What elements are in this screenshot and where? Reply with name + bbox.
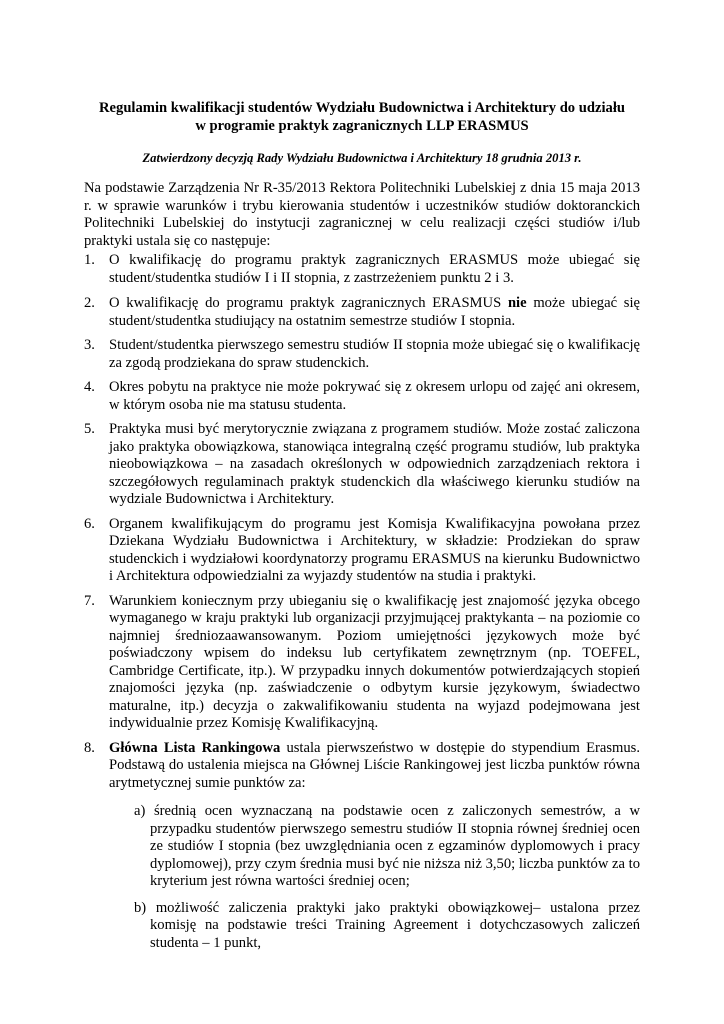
intro-paragraph: Na podstawie Zarządzenia Nr R-35/2013 Rektora Politechniki Lubelskiej z dnia 15 maja 2013 r. w sprawie warunków i trybu kierowania studentów i uczestników studiów doktoranckich Politechniki Lubelskiej do instytucji zagranicznej w celu realizacji części studiów i/lub praktyki ustala się co następuje: [84,180,640,249]
sublist-item [109,900,640,953]
list-item [84,379,640,414]
item-text-post: może ubiegać się student/studentka studiujący na ostatnim semestrze studiów I stopnia. [109,295,640,329]
item-number: 7. [84,592,95,609]
list-item [84,740,640,793]
item-text: Okres pobytu na praktyce nie może pokrywać się z okresem urlopu od zajęć ani okresem, w którym osoba nie ma statusu studenta. [109,379,640,413]
title-line-1: Regulamin kwalifikacji studentów Wydziału Budownictwa i Architektury do udziału [99,100,625,116]
sublist-label: a) [134,803,146,819]
item-text-bold: Główna Lista Rankingowa [109,739,281,756]
item-text: Praktyka musi być merytorycznie związana z programem studiów. Może zostać zaliczona jako praktyka obowiązkowa, stanowiąca integralną część programu studiów, lub praktyka nieobowiązkowa – na zasadach określonych w odpowiednich zarządzeniach rektora i szczegółowych regulaminach praktyk studenckich dla właściwego kierunku studiów na wydziale Budownictwa i Architektury. [109,421,640,507]
item-number: 1. [84,252,95,268]
list-item [84,516,640,586]
item-text-post: ustala pierwszeństwo w dostępie do stypendium Erasmus. Podstawą do ustalenia miejsca na Głównej Liście Rankingowej jest liczba punktów równa arytmetycznej sumie punktów za: [109,739,640,791]
item-text: O kwalifikację do programu praktyk zagranicznych ERASMUS może ubiegać się student/studentka studiów I i II stopnia, z zastrzeżeniem punktu 2 i 3. [109,252,640,286]
item-text-bold: nie [507,295,527,311]
criteria-sublist [84,803,640,952]
item-number: 4. [84,379,95,395]
list-item [84,295,640,330]
title-line-2: w programie praktyk zagranicznych LLP ERASMUS [195,118,529,134]
list-item [84,421,640,509]
item-number: 8. [84,739,95,756]
sublist-text: średnią ocen wyznaczaną na podstawie ocen z zaliczonych semestrów, a w przypadku studentów pierwszego semestru studiów II stopnia równej średniej ocen ze studiów I stopnia (bez uwzględniania ocen z egzaminów dyplomowych i pracy dyplomowej), przy czym średnia musi być nie niższa niż 3,50; liczba punktów za to kryterium jest równa wartości średniej ocen; [150,803,640,889]
list-item [84,337,640,372]
item-text: Organem kwalifikującym do programu jest Komisja Kwalifikacyjna powołana przez Dziekana Wydziału Budownictwa i Architektury, w składzie: Prodziekan do spraw studenckich i wydziałowi koordynatorzy programu ERASMUS na kierunku Budownictwo i Architektura odpowiedzialni za wyjazdy studentów na studia i praktyki. [109,515,640,584]
list-item [84,252,640,287]
approval-note: Zatwierdzony decyzją Rady Wydziału Budownictwa i Architektury 18 grudnia 2013 r. [142,151,582,165]
item-text: Warunkiem koniecznym przy ubieganiu się o kwalifikację jest znajomość języka obcego wymaganego w kraju praktyki lub organizacji przyjmującej praktykanta – na poziomie co najmniej średniozaawansowanym. Poziom umiejętności językowych może być poświadczony wpisem do indeksu lub certyfikatem zewnętrznym (np. TOEFEL, Cambridge Certificate, itp.). W przypadku innych dokumentów potwierdzających stopień znajomości języka (np. zaświadczenie o odbytym kursie językowym, świadectwo maturalne, itp.) decyzja o zakwalifikowaniu studenta na wyjazd podejmowana jest indywidualnie przez Komisję Kwalifikacyjną. [109,592,640,731]
regulation-list [84,252,640,952]
sublist-item [109,803,640,891]
item-number: 5. [84,421,95,437]
item-text-pre: O kwalifikację do programu praktyk zagranicznych ERASMUS [109,295,508,311]
item-number: 2. [84,295,95,311]
document-title [60,99,664,135]
sublist-text: możliwość zaliczenia praktyki jako praktyki obowiązkowej– ustalona przez komisję na podstawie treści Training Agreement i dotychczasowych zaliczeń studenta – 1 punkt, [150,899,640,951]
list-item [84,593,640,733]
item-number: 6. [84,515,95,532]
item-text: Student/studentka pierwszego semestru studiów II stopnia może ubiegać się o kwalifikację za zgodą prodziekana do spraw studenckich. [109,337,640,371]
item-number: 3. [84,337,95,353]
sublist-label: b) [134,899,147,916]
